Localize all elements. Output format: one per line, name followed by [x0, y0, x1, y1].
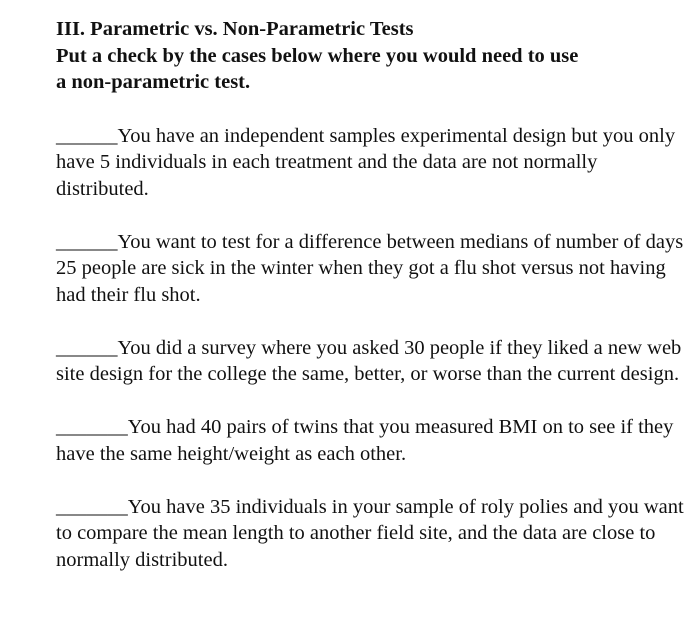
question-list — [56, 123, 686, 574]
check-blank-4[interactable]: _______ — [56, 416, 128, 438]
question-text-3: You did a survey where you asked 30 people if they liked a new web site design for the college the same, better, or worse than the current design. — [56, 336, 682, 385]
question-item-2 — [56, 229, 686, 309]
check-blank-5[interactable]: _______ — [56, 495, 128, 518]
question-text-4: You had 40 pairs of twins that you measured BMI on to see if they have the same height/weight as each other. — [56, 416, 674, 465]
instruction-line-2: a non-parametric test. — [56, 71, 251, 93]
section-heading — [56, 16, 686, 96]
question-text-1: You have an independent samples experimental design but you only have 5 individuals in each treatment and the data are not normally distributed. — [56, 124, 676, 200]
check-blank-1[interactable]: ______ — [56, 124, 118, 147]
question-item-5 — [56, 494, 686, 574]
question-item-1 — [56, 123, 686, 203]
question-item-3 — [56, 335, 686, 388]
check-blank-3[interactable]: ______ — [56, 336, 118, 359]
question-text-2: You want to test for a difference between medians of number of days 25 people are sick in the winter when they got a flu shot versus not having had their flu shot. — [56, 230, 684, 306]
worksheet-page — [56, 16, 686, 600]
instruction-line-1: Put a check by the cases below where you would need to use — [56, 44, 579, 67]
section-title: III. Parametric vs. Non-Parametric Tests — [56, 18, 414, 40]
question-text-5: You have 35 individuals in your sample of roly polies and you want to compare the mean length to another field site, and the data are close to normally distributed. — [56, 495, 684, 571]
question-item-4 — [56, 414, 686, 467]
check-blank-2[interactable]: ______ — [56, 230, 118, 253]
